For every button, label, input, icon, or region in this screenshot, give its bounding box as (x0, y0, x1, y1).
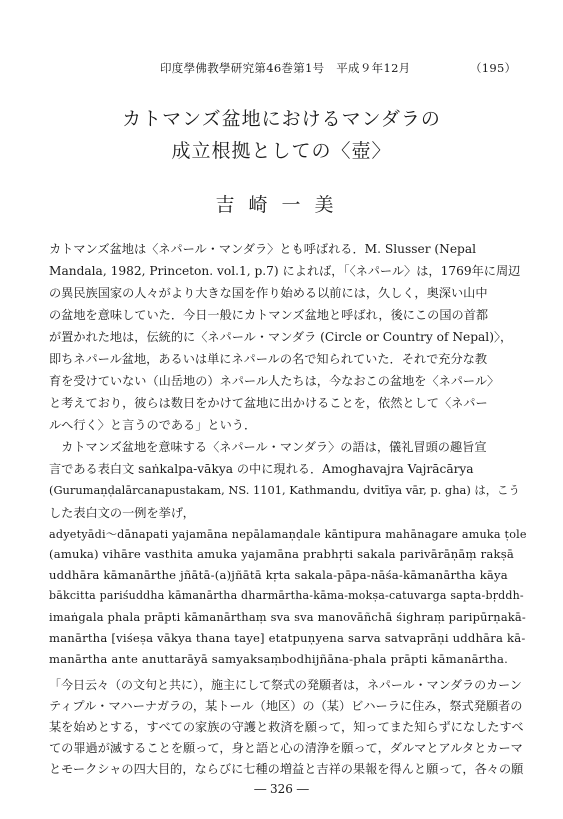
body-line: と考えており，彼らは数日をかけて盆地に出かけることを，依然として〈ネパー (49, 396, 488, 410)
sanskrit-line: manārtha ante anuttarāyā samyaksaṃbodhijñāna-phala prāpti kāmanārtha. (49, 652, 509, 666)
body-line: (Gurumaṇḍalārcanapustakam, NS. 1101, Kathmandu, dvitīya vār, p. gha) は，こう (49, 483, 520, 497)
body-line: した表白文の一例を挙げ， (49, 506, 195, 520)
body-line: ルへ行く〉と言うのである」という． (49, 418, 257, 432)
journal-page-number: （195） (470, 61, 517, 75)
title-line-2: 成立根拠としての〈壺〉 (171, 140, 392, 162)
translation-line: 某を始めとする，すべての家族の守護と救済を願って，知ってまた知らずになしたすべ (49, 720, 524, 734)
body-line: 即ちネパール盆地，あるいは単にネパールの名で知られていた．それで充分な教 (49, 352, 488, 366)
body-line: 育を受けていない（山岳地の）ネパール人たちは，今なおこの盆地を〈ネパール〉 (49, 374, 500, 388)
sanskrit-line: bākcitta pariśuddha kāmanārtha dharmārtha-kāma-mokṣa-catuvarga sapta-bṛddh- (49, 589, 524, 602)
title-line-1: カトマンズ盆地におけるマンダラの (122, 108, 441, 130)
sanskrit-line: uddhāra kāmanārthe jñātā-(a)jñātā kṛta sakala-pāpa-nāśa-kāmanārtha kāya (49, 568, 508, 582)
sanskrit-line: (amuka) vihāre vasthita amuka yajamāna prabhṛti sakala parivārāṇāṃ rakṣā (49, 547, 514, 561)
author-name: 吉崎一美 (215, 194, 348, 216)
sanskrit-line: imaṅgala phala prāpti kāmanārthaṃ sva sva manovāñchā śighraṃ paripūrṇakā- (49, 610, 526, 624)
translation-line: 「今日云々（の文句と共に），施主にして祭式の発願者は，ネパール・マンダラのカーン (49, 678, 522, 692)
sanskrit-line: adyetyādi～dānapati yajamāna nepālamaṇḍale kāntipura mahānagare amuka ṭole (49, 528, 527, 541)
journal-citation: 印度學佛教學研究第46巻第1号 平成９年12月 (160, 61, 411, 75)
translation-line: とモークシャの四大目的，ならびに七種の増益と吉祥の果報を得んと願って，各々の願 (49, 762, 524, 776)
body-line: の盆地を意味していた．今日一般にカトマンズ盆地と呼ばれ，後にこの国の首都 (49, 308, 489, 322)
body-line: カトマンズ盆地を意味する〈ネパール・マンダラ〉の語は，儀礼冒頭の趣旨宣 (49, 440, 487, 454)
translation-line: ての罪過が滅することを願って，身と語と心の清浄を願って，ダルマとアルタとカーマ (49, 741, 523, 755)
body-line: 言である表白文 saṅkalpa-vākya の中に現れる．Amoghavajra Vajrācārya (49, 462, 474, 476)
page-footer-number: ― 326 ― (254, 782, 309, 796)
body-line: の異民族国家の人々がより大きな国を作り始める以前には，久しく，奥深い山中 (49, 286, 488, 300)
body-line: カトマンズ盆地は〈ネパール・マンダラ〉とも呼ばれる．M. Slusser (Nepal (49, 242, 476, 256)
body-line: が置かれた地は，伝統的に〈ネパール・マンダラ (Circle or Country of Nepal)〉， (49, 330, 513, 344)
sanskrit-line: manārtha [viśeṣa vākya thana taye] etatpuṇyena sarva satvaprāṇi uddhāra kā- (49, 631, 526, 645)
body-line: Mandala, 1982, Princeton. vol.1, p.7) によれば，「〈ネパール〉は，1769年に周辺 (49, 264, 521, 278)
translation-line: ティプル・マハーナガラの，某トール（地区）の（某）ビハーラに住み，祭式発願者の (49, 699, 523, 713)
